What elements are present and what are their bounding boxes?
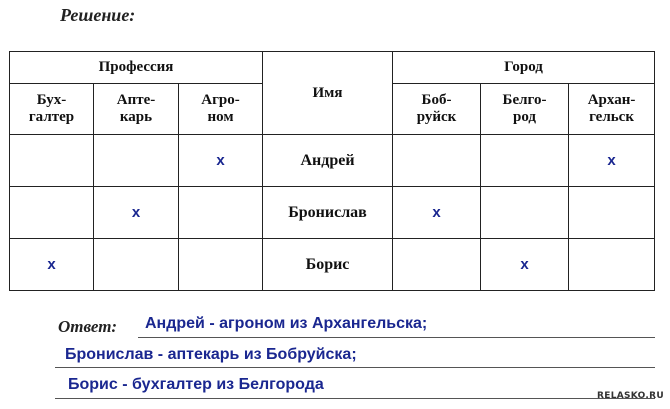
- profession-group-header: Профессия: [10, 52, 263, 84]
- city-header-arkhangelsk: Архан- гельск: [569, 84, 655, 135]
- profession-header-pharmacist: Апте- карь: [94, 84, 179, 135]
- person-name: Андрей: [263, 135, 393, 187]
- mark-cell: [94, 135, 179, 187]
- mark-cell: [393, 239, 481, 291]
- city-header-bobruisk: Боб- руйск: [393, 84, 481, 135]
- answer-line-2: Бронислав - аптекарь из Бобруйска;: [65, 346, 357, 363]
- mark-cell: x: [569, 135, 655, 187]
- mark-cell: x: [94, 187, 179, 239]
- solution-heading: Решение:: [60, 5, 136, 25]
- mark-cell: x: [393, 187, 481, 239]
- answer-label: Ответ:: [58, 317, 118, 336]
- answer-rule: [138, 337, 655, 338]
- mark-cell: [569, 187, 655, 239]
- name-column-header: Имя: [263, 52, 393, 135]
- profession-header-agronomist: Агро- ном: [179, 84, 263, 135]
- mark-cell: [94, 239, 179, 291]
- mark-cell: x: [481, 239, 569, 291]
- table-row: [10, 187, 655, 239]
- mark-cell: [481, 135, 569, 187]
- mark-cell: x: [10, 239, 94, 291]
- city-group-header: Город: [393, 52, 655, 84]
- answer-rule: [55, 367, 655, 368]
- site-watermark: RELASKO.RU: [597, 391, 664, 401]
- table-row: [10, 135, 655, 187]
- person-name: Бронислав: [263, 187, 393, 239]
- mark-cell: [179, 239, 263, 291]
- answer-line-1: Андрей - агроном из Архангельска;: [145, 315, 428, 332]
- mark-cell: [393, 135, 481, 187]
- mark-cell: [10, 135, 94, 187]
- mark-cell: [179, 187, 263, 239]
- logic-grid-table: [9, 51, 655, 291]
- answer-line-3: Борис - бухгалтер из Белгорода: [68, 376, 324, 393]
- city-header-belgorod: Белго- род: [481, 84, 569, 135]
- mark-cell: [481, 187, 569, 239]
- mark-cell: [569, 239, 655, 291]
- answer-rule: [55, 398, 655, 399]
- table-row: [10, 239, 655, 291]
- person-name: Борис: [263, 239, 393, 291]
- profession-header-accountant: Бух- галтер: [10, 84, 94, 135]
- mark-cell: x: [179, 135, 263, 187]
- mark-cell: [10, 187, 94, 239]
